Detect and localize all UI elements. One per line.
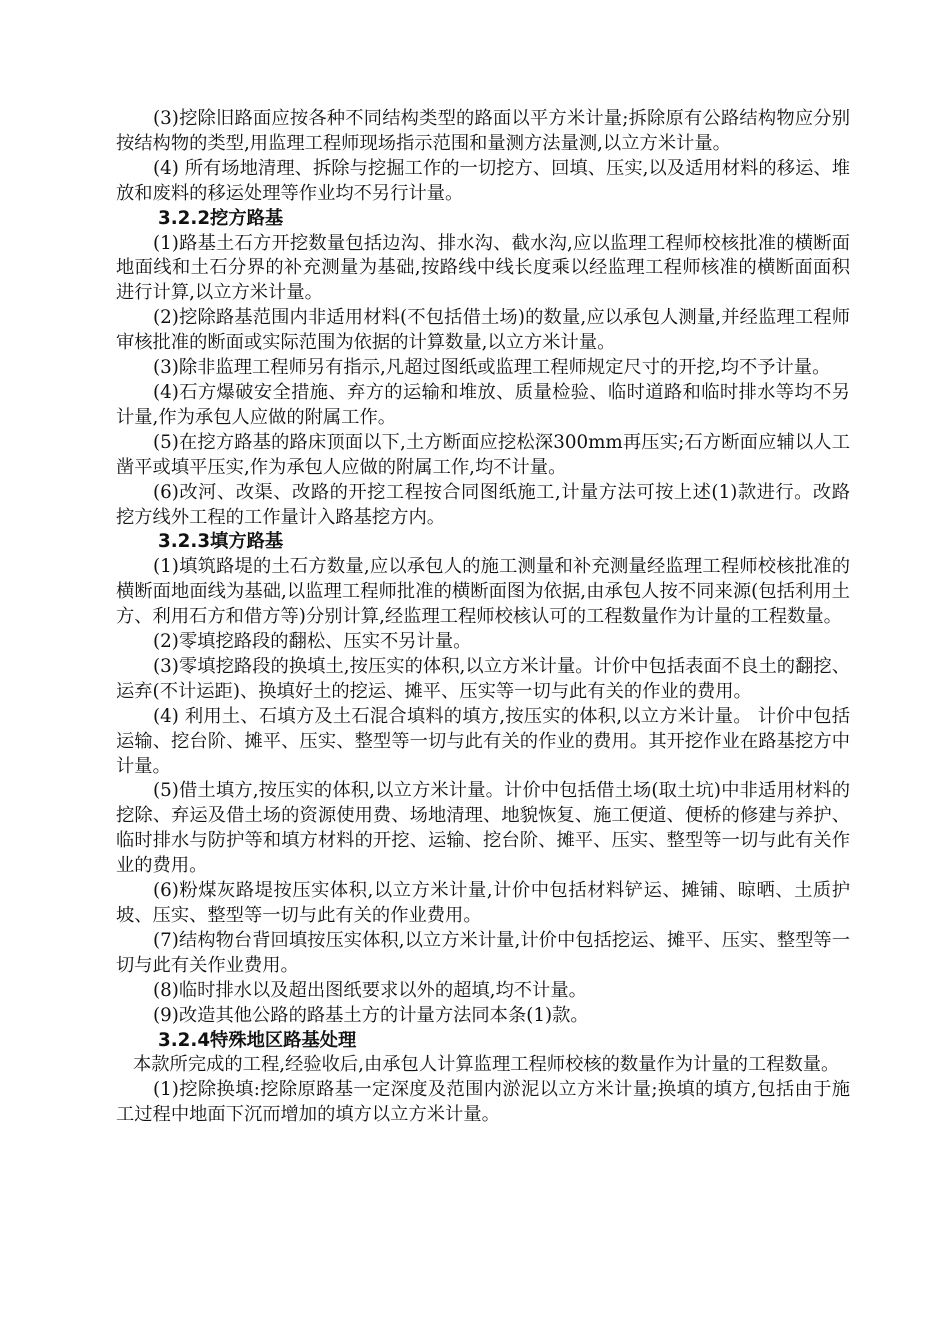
paragraph: (2)挖除路基范围内非适用材料(不包括借土场)的数量,应以承包人测量,并经监理工程师审核批准的断面或实际范围为依据的计算数量,以立方米计量。 bbox=[116, 307, 850, 354]
section-heading: 3.2.3填方路基 bbox=[158, 531, 284, 553]
paragraph: (3)零填挖路段的换填土,按压实的体积,以立方米计量。计价中包括表面不良土的翻挖、运弃(不计运距)、换填好土的挖运、摊平、压实等一切与此有关的作业的费用。 bbox=[116, 655, 850, 702]
paragraph: (3)除非监理工程师另有指示,凡超过图纸或监理工程师规定尺寸的开挖,均不予计量。 bbox=[153, 357, 831, 379]
paragraph: (4)石方爆破安全措施、弃方的运输和堆放、质量检验、临时道路和临时排水等均不另计量,作为承包人应做的附属工作。 bbox=[116, 381, 850, 428]
paragraph: (7)结构物台背回填按压实体积,以立方米计量,计价中包括挖运、摊平、压实、整型等一切与此有关作业费用。 bbox=[116, 929, 850, 976]
paragraph: (2)零填挖路段的翻松、压实不另计量。 bbox=[153, 631, 472, 653]
paragraph: (6)粉煤灰路堤按压实体积,以立方米计量,计价中包括材料铲运、摊铺、晾晒、土质护坡、压实、整型等一切与此有关的作业费用。 bbox=[116, 880, 850, 926]
paragraph: (5)在挖方路基的路床顶面以下,土方断面应挖松深300mm再压实;石方断面应辅以人工凿平或填平压实,作为承包人应做的附属工作,均不计量。 bbox=[116, 431, 850, 478]
paragraph: 本款所完成的工程,经验收后,由承包人计算监理工程师校核的数量作为计量的工程数量。 bbox=[133, 1054, 840, 1076]
paragraph: (3)挖除旧路面应按各种不同结构类型的路面以平方米计量;拆除原有公路结构物应分别按结构物的类型,用监理工程师现场指示范围和量测方法量测,以立方米计量。 bbox=[116, 108, 850, 154]
paragraph: (8)临时排水以及超出图纸要求以外的超填,均不计量。 bbox=[153, 979, 587, 1001]
paragraph: (6)改河、改渠、改路的开挖工程按合同图纸施工,计量方法可按上述(1)款进行。改路挖方线外工程的工作量计入路基挖方内。 bbox=[116, 481, 850, 528]
paragraph: (4) 所有场地清理、拆除与挖掘工作的一切挖方、回填、压实,以及适用材料的移运、堆放和废料的移运处理等作业均不另行计量。 bbox=[116, 157, 850, 204]
paragraph: (9)改造其他公路的路基土方的计量方法同本条(1)款。 bbox=[153, 1004, 589, 1026]
paragraph: (1)填筑路堤的土石方数量,应以承包人的施工测量和补充测量经监理工程师校核批准的横断面地面线为基础,以监理工程师批准的横断面图为依据,由承包人按不同来源(包括利用土方、利用石方和借方等)分别计算,经监理工程师校核认可的工程数量作为计量的工程数量。 bbox=[116, 556, 850, 628]
paragraph: (5)借土填方,按压实的体积,以立方米计量。计价中包括借土场(取土坑)中非适用材料的挖除、弃运及借土场的资源使用费、场地清理、地貌恢复、施工便道、便桥的修建与养护、临时排水与防护等和填方材料的开挖、运输、挖台阶、摊平、压实、整型等一切与此有关作业的费用。 bbox=[116, 780, 850, 877]
paragraph: (1)挖除换填:挖除原路基一定深度及范围内淤泥以立方米计量;换填的填方,包括由于施工过程中地面下沉而增加的填方以立方米计量。 bbox=[116, 1079, 850, 1126]
section-heading: 3.2.2挖方路基 bbox=[158, 207, 284, 229]
paragraph: (1)路基土石方开挖数量包括边沟、排水沟、截水沟,应以监理工程师校核批准的横断面地面线和土石分界的补充测量为基础,按路线中线长度乘以经监理工程师核准的横断面面积进行计算,以立方米计量。 bbox=[116, 232, 850, 304]
paragraph: (4) 利用土、石填方及土石混合填料的填方,按压实的体积,以立方米计量。 计价中包括运输、挖台阶、摊平、压实、整型等一切与此有关的作业的费用。其开挖作业在路基挖方中计量。 bbox=[116, 705, 850, 777]
section-heading: 3.2.4特殊地区路基处理 bbox=[158, 1029, 357, 1051]
